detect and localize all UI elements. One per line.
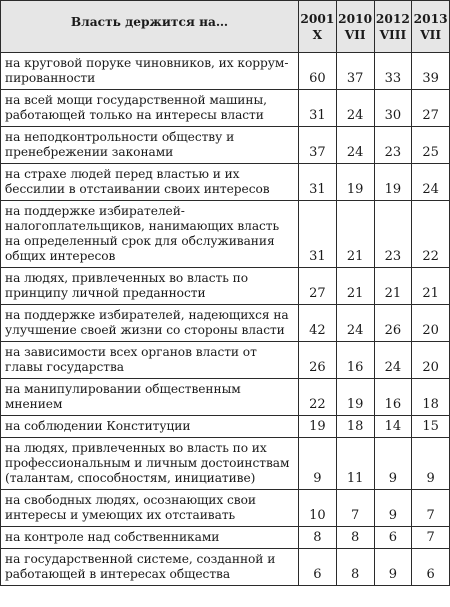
row-value: 37 <box>336 53 374 90</box>
row-label: на круговой поруке чиновников, их коррумпированности <box>1 53 299 90</box>
header-year-2013 <box>412 1 450 53</box>
row-value: 8 <box>336 527 374 549</box>
row-value: 31 <box>299 201 337 268</box>
row-value: 26 <box>374 305 412 342</box>
table-row <box>1 438 450 490</box>
header-year-2001 <box>299 1 337 53</box>
row-value: 22 <box>412 201 450 268</box>
table-body <box>1 53 450 586</box>
header-row <box>1 1 450 53</box>
table-row <box>1 527 450 549</box>
table-header <box>1 1 450 53</box>
row-value: 18 <box>336 416 374 438</box>
row-value: 26 <box>299 342 337 379</box>
table-row <box>1 164 450 201</box>
row-value: 23 <box>374 127 412 164</box>
table-row <box>1 268 450 305</box>
row-value: 11 <box>336 438 374 490</box>
row-value: 18 <box>412 379 450 416</box>
month-label: X <box>312 27 323 42</box>
month-label: VII <box>420 27 442 42</box>
row-value: 6 <box>412 549 450 586</box>
year-label: 2012 <box>375 11 410 26</box>
row-value: 21 <box>336 268 374 305</box>
row-value: 21 <box>336 201 374 268</box>
row-value: 8 <box>336 549 374 586</box>
row-value: 8 <box>299 527 337 549</box>
row-value: 24 <box>336 127 374 164</box>
row-label: на государственной системе, созданной и работающей в интересах общества <box>1 549 299 586</box>
row-value: 10 <box>299 490 337 527</box>
row-value: 22 <box>299 379 337 416</box>
table-row <box>1 549 450 586</box>
row-value: 24 <box>336 305 374 342</box>
row-value: 9 <box>374 438 412 490</box>
row-value: 9 <box>374 490 412 527</box>
row-label: на контроле над собственниками <box>1 527 299 549</box>
row-value: 27 <box>299 268 337 305</box>
header-year-2010 <box>336 1 374 53</box>
table-row <box>1 127 450 164</box>
row-label: на людях, привлеченных во власть по их профессиональным и личным достоинствам (талантам, способностям, инициативе) <box>1 438 299 490</box>
row-value: 24 <box>336 90 374 127</box>
row-value: 31 <box>299 90 337 127</box>
row-value: 9 <box>299 438 337 490</box>
row-value: 30 <box>374 90 412 127</box>
month-label: VII <box>344 27 366 42</box>
table-row <box>1 379 450 416</box>
table-row <box>1 342 450 379</box>
month-label: VIII <box>379 27 407 42</box>
row-value: 31 <box>299 164 337 201</box>
row-value: 9 <box>412 438 450 490</box>
row-value: 16 <box>374 379 412 416</box>
row-label: на поддержке избирателей-налогоплательщиков, нанимающих власть на определенный срок для обслуживания общих интересов <box>1 201 299 268</box>
row-value: 25 <box>412 127 450 164</box>
row-label: на свободных людях, осознающих свои интересы и умеющих их отстаивать <box>1 490 299 527</box>
row-value: 7 <box>336 490 374 527</box>
row-label: на соблюдении Конституции <box>1 416 299 438</box>
table-row <box>1 490 450 527</box>
row-label: на страхе людей перед властью и их бессилии в отстаивании своих интересов <box>1 164 299 201</box>
row-value: 21 <box>374 268 412 305</box>
row-value: 6 <box>299 549 337 586</box>
row-value: 19 <box>336 164 374 201</box>
row-value: 20 <box>412 342 450 379</box>
year-label: 2001 <box>300 11 335 26</box>
table-row <box>1 53 450 90</box>
row-label: на поддержке избирателей, надеющихся на улучшение своей жизни со стороны власти <box>1 305 299 342</box>
row-label: на неподконтрольности обществу и пренебрежении законами <box>1 127 299 164</box>
table-row <box>1 305 450 342</box>
row-label: на зависимости всех органов власти от главы государства <box>1 342 299 379</box>
row-value: 33 <box>374 53 412 90</box>
row-value: 20 <box>412 305 450 342</box>
row-value: 16 <box>336 342 374 379</box>
row-value: 15 <box>412 416 450 438</box>
row-value: 14 <box>374 416 412 438</box>
row-value: 7 <box>412 527 450 549</box>
row-value: 24 <box>374 342 412 379</box>
row-label: на манипулировании общественным мнением <box>1 379 299 416</box>
row-value: 19 <box>336 379 374 416</box>
row-value: 37 <box>299 127 337 164</box>
row-value: 9 <box>374 549 412 586</box>
table-row <box>1 416 450 438</box>
row-value: 19 <box>299 416 337 438</box>
row-value: 21 <box>412 268 450 305</box>
header-year-2012 <box>374 1 412 53</box>
year-label: 2010 <box>338 11 373 26</box>
row-value: 19 <box>374 164 412 201</box>
row-label: на людях, привлеченных во власть по принципу личной преданности <box>1 268 299 305</box>
row-value: 60 <box>299 53 337 90</box>
row-value: 23 <box>374 201 412 268</box>
row-value: 7 <box>412 490 450 527</box>
row-value: 27 <box>412 90 450 127</box>
header-label: Власть держится на… <box>1 1 299 53</box>
row-value: 6 <box>374 527 412 549</box>
year-label: 2013 <box>413 11 448 26</box>
row-value: 24 <box>412 164 450 201</box>
row-value: 39 <box>412 53 450 90</box>
row-label: на всей мощи государственной машины, работающей только на интересы власти <box>1 90 299 127</box>
row-value: 42 <box>299 305 337 342</box>
table-row <box>1 201 450 268</box>
table-row <box>1 90 450 127</box>
